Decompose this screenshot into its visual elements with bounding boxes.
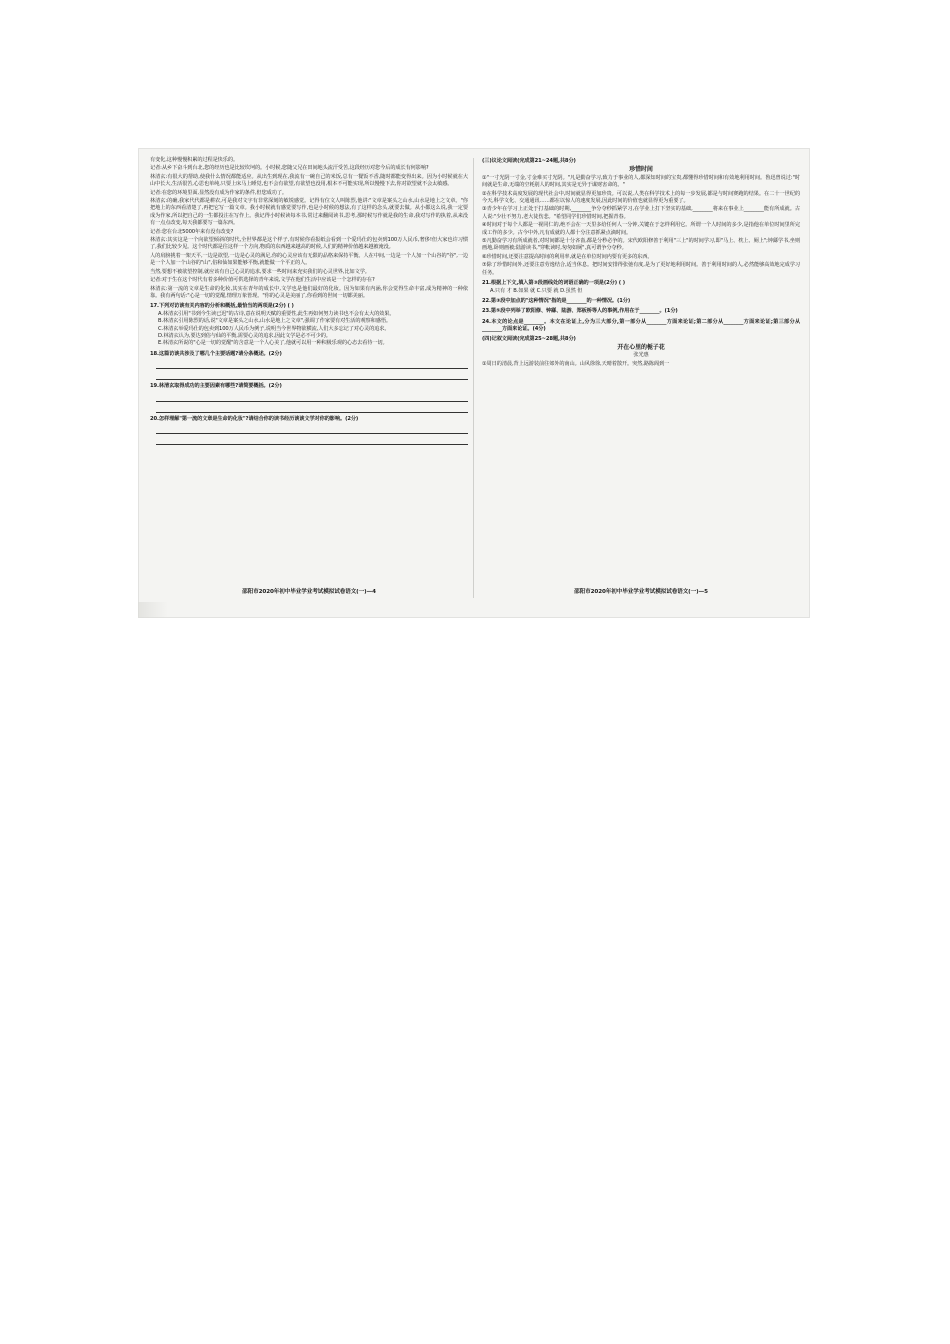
interview-paragraph: 有变化,这种慢慢积累的过程是快乐的。: [150, 157, 239, 163]
scanned-exam-sheet: [138, 148, 810, 618]
question-option: B.林清玄引用陈烈的话,说"文章是案头之山水,山水是地上之文章",强调了作家要有对生活的观察和感悟。: [158, 318, 391, 325]
question-block: [482, 280, 800, 333]
question-option: A.林清玄引用"书到今生读已迟"的古诗,意在说明天赋的重要性,此生再如何努力读书也不会有太大的效果。: [158, 310, 395, 317]
question-stem: 19.林清玄取得成功的主要因素有哪些?请简要概括。(2分): [150, 383, 282, 390]
story-author: 张光惠: [633, 352, 649, 359]
interview-paragraph: 林清玄:其实这是一个向欲望倾斜的时代,全世界都是这个样子,有时候你看报纸会看到一个爱玛仕的包卖到100万人民币,奢侈!但大家也许习惯了,我们比较少见。这个时代都是往这样一个方向,物质的东西越来越高的时候,人们的精神价值越来越被淹没。: [150, 237, 468, 251]
question-option: D.林清玄认为,要达到俗与仙的平衡,需要心灵的追求,因此文学是必不可少的。: [158, 332, 331, 339]
interview-paragraph: 人的肩膀挑着一架天平,一边是欲望,一边是心灵的满足,你的心灵应该有无限的品格来保持平衡。人在中间,一边是一个人加一个山谷的"谷",一边是一个人加一个山谷的"山",俗和仙如果能够平衡,就能做一个平正的人。: [150, 252, 468, 267]
essay-paragraph: ④时间对于每个人都是一视同仁的,绝不会在一天里多给任何人一分钟,关键在于怎样利用它。所谓一个人时间的多少,是指他在单位时间里所完成工作的多少。古今中外,凡有成就的人都十分注意抓紧点滴时间。: [482, 222, 800, 236]
page-fold-divider: [473, 158, 474, 598]
interview-paragraph: 林清玄:有很大的帮助,使我什么情况都能适应。从出生到现在,我流有一碗自己的米饭,总有一餐饭不香,随时都能变得出来。因为小时候就在大山中长大,生活很苦,心思也单纯,只要上床马上睡觉,也不会有欲望,有欲望也没用,根本不可能实现,所以慢慢下去,你对欲望就不会太敏感。: [150, 173, 468, 188]
section-heading: (三)议论文阅读(完成第21~24题,共8分): [482, 158, 576, 164]
question-option: C.林清玄举爱玛仕的包卖到100万人民币为例子,说明当今世界物欲横流,人们大多忘记了对心灵的追求。: [158, 325, 390, 332]
question-stem: 21.根据上下文,填入第③段画线处的词语正确的一项是(2分) ( ): [482, 280, 625, 287]
exam-page-4: [150, 156, 468, 596]
question-option: A.只有 才 B.如果 就 C.只要 就 D.虽然 但: [490, 287, 583, 294]
story-title: 开在心里的栀子花: [617, 343, 665, 351]
question-stem: 23.第⑤段中列举了欧阳修、钟繇、陆游、郑板桥等人的事例,作用在于________。(1分): [482, 308, 678, 315]
interview-text: [150, 157, 468, 300]
essay-paragraph: ⑥珍惜时间,还要注意提高时间的利用率,就是在单位时间内要有更多的东西。: [482, 253, 653, 260]
answer-line[interactable]: [156, 426, 468, 434]
page-footer: 邵阳市2020年初中毕业学业考试模拟试卷语文(一)—5: [574, 588, 708, 595]
answer-line[interactable]: [156, 405, 468, 413]
interview-paragraph: 当然,要想不被欲望控制,就应该有自己心灵的追求,要求一些时间来充实我们的心灵世界,比如文学。: [150, 268, 370, 275]
exam-page-5: [482, 156, 800, 596]
story-paragraph: ①周日的清晨,背上远游装前往郊外的南山。山风徐徐,天晴着散开。突然,路陈阁到一: [482, 360, 670, 367]
question-stem: 20.怎样理解"第一流的文章是生命的化妆"?请结合你的读书经历谈谈文学对你的影响。(2分): [150, 415, 359, 422]
answer-line[interactable]: [156, 361, 468, 369]
interview-paragraph: 林清玄:第一流的文章是生命的化妆,其实在青年的成长中,文学也是他们最好的化妆。因为如果有内涵,你会觉得生命丰富,成为精神的一种依靠。我有两句话:"心是一切的觉醒,情理万象皆现。"你的心灵是美丽了,你看到的世间一切都美丽。: [150, 285, 468, 299]
interview-paragraph: 记者:对于生在这个时代有着多种价值可供选择的青年来说,文学在他们生活中应该是一个怎样的存在?: [150, 277, 375, 284]
essay-paragraph: ⑤凡勤奋学习有所成就者,对时间都是十分吝啬,都是分秒必争的。宋代欧阳修善于利用"三上"的时间学习,即"马上、枕上、厕上";钟繇学书,坐则画地,卧则画被;陆游读书,"穿帐读时,匆匆如厕",真可谓争分夺秒。: [482, 238, 800, 252]
essay-paragraph: ⑦除了珍惜时间外,还要注意劳逸结合,适当休息。把时间安排得张弛有度,是为了更好地利用时间。善于利用时间的人,必然能够高效地完成学习任务。: [482, 262, 800, 276]
interview-paragraph: 林清玄:的确,我家代代都是耕农,可是我对文字有非常深刻的敏锐感觉。记得有位文人叫陈烈,他讲:"文章是案头之山水,山水是地上之文章。"你把地上的东西看清楚了,再把它写一篇文章。我小时候就有感觉要写作,也是小时候的想法,有了这样的念头,就要去做。从小都这么说,我一定要成为作家,所以把自己的一生都投注在写作上。我记得小时候读每本书,常过来翻阅读书,思考,那时候写作就是我的生命,我对写作的执着,从来没有一点点改变,每天我都要写一篇东西。: [150, 198, 468, 227]
scan-smudge: [138, 602, 168, 618]
answer-line[interactable]: [156, 394, 468, 402]
section-heading: (四)记叙文阅读(完成第25~28题,共8分): [482, 335, 576, 342]
interview-paragraph: 记者:您在台北5000年来有没有改变?: [150, 228, 234, 235]
page-footer: 邵阳市2020年初中毕业学业考试模拟试卷语文(一)—4: [242, 588, 376, 595]
essay-paragraph: ①"一寸光阴一寸金,寸金难买寸光阴。"凡是勤奋学习,致力于事业的人,都深知时间的宝贵,都懂得珍惜时间和有效地利用时间。鲁迅曾说过:"时间就是生命,无端的空耗别人的时间,其实是无异于谋财害命的。": [482, 174, 800, 189]
essay-title: 珍惜时间: [629, 166, 653, 174]
answer-line[interactable]: [156, 437, 468, 445]
question-block: [150, 303, 468, 445]
question-option: E.林清玄所说的"心是一切的觉醒"的含意是一个人心美了,他就可以用一种积极乐观的心态去看待一切。: [158, 340, 388, 347]
interview-paragraph: 记者:从乡下奋斗到台北,您的经历也是比较坎坷的。小时候,您随父兄在田间地头流汗受苦,这段经历对您今后的成长有何影响?: [150, 165, 429, 172]
question-stem: 22.第③段中加点的"这种情况"指的是________的一种情况。(1分): [482, 297, 631, 304]
essay-paragraph: ②在科学技术高度发展的现代社会中,时间就显得更加珍贵。可以说,人类在科学技术上的每一步发展,都是与时间赛跑的结果。在二十一世纪的今天,科学文化、交通通讯……都在以惊人的速度发展,因此时间的价值也就显得更为重要了。: [482, 190, 800, 205]
interview-paragraph: 记者:在您的环境里面,显然没有成为作家的条件,但您成功了。: [150, 189, 288, 196]
question-stem: 18.这篇访谈共涉及了哪几个主要话题?请分条概述。(2分): [150, 350, 282, 357]
question-stem: 17.下列对访谈有关内容的分析和概括,最恰当的两项是(2分) ( ): [150, 303, 294, 310]
essay-paragraph: ③青少年在学习上正处于打基础的时期,________争分夺秒抓紧学习,在学业上打下坚实的基础,________将来在事业上________能有所成就。古人说:"少壮不努力,老大徒伤悲。"希望同学们珍惜时间,把握青春。: [482, 206, 800, 220]
essay-text: [482, 175, 800, 277]
question-stem: 24.本文的论点是________。本文在论证上,分为三大部分,第一部分从________方面来论证;第二部分从________方面来论证;第三部分从________方面来论证。(4分): [482, 318, 800, 333]
answer-line[interactable]: [156, 372, 468, 380]
